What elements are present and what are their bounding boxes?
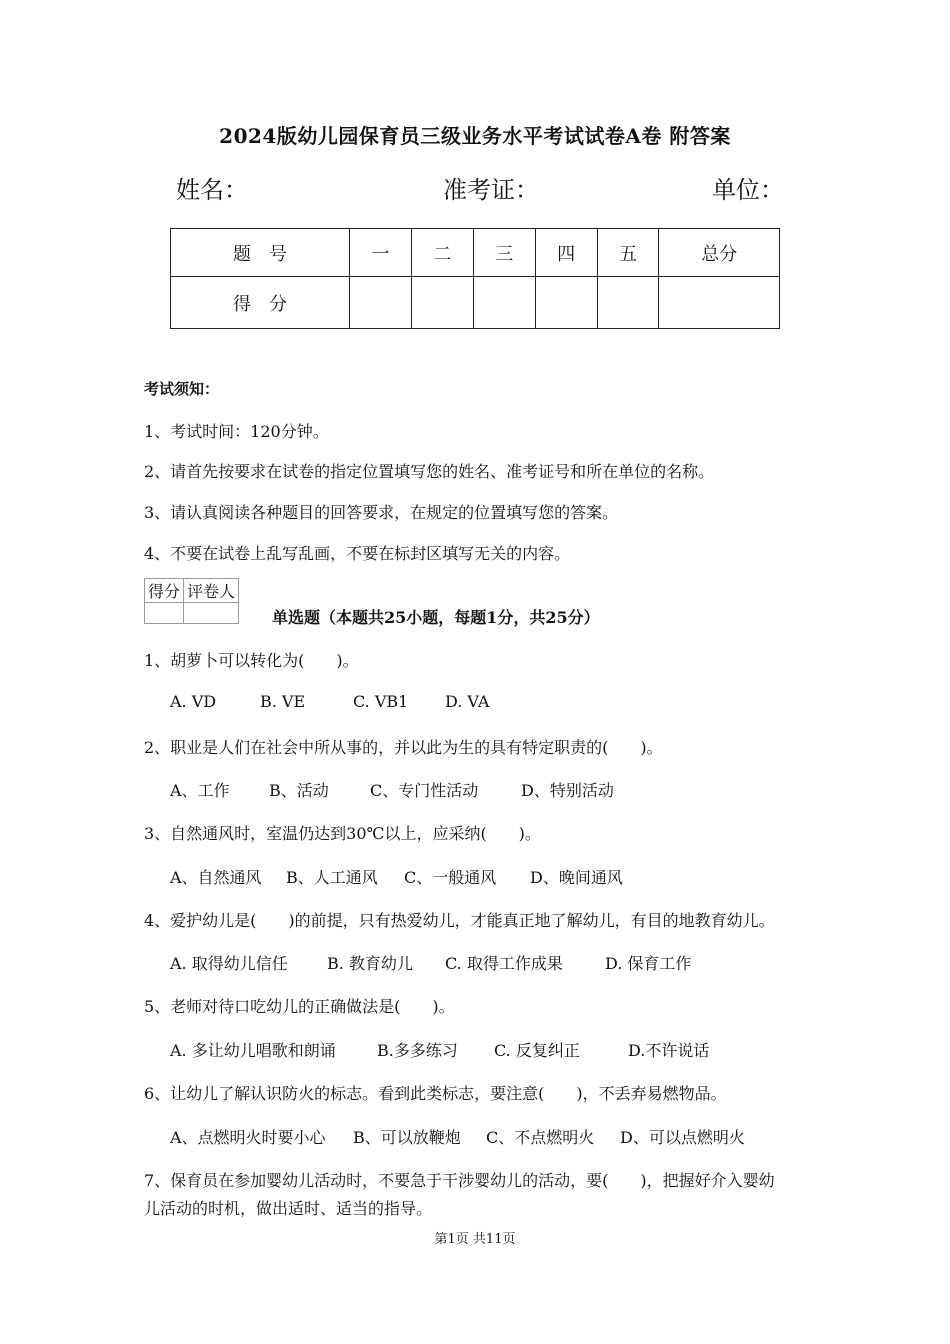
question-options — [170, 692, 489, 711]
score-header-cell: 四 — [535, 229, 597, 277]
question-stem: 6、让幼儿了解认识防火的标志。看到此类标志，要注意( )，不丢弃易燃物品。 — [144, 1084, 727, 1103]
notice-item: 3、请认真阅读各种题目的回答要求，在规定的位置填写您的答案。 — [144, 503, 619, 522]
question-stem: 1、胡萝卜可以转化为( )。 — [144, 651, 359, 670]
unit-label: 单位： — [712, 176, 784, 204]
question-options — [170, 778, 614, 801]
score-cell[interactable] — [411, 277, 473, 329]
notice-item: 4、不要在试卷上乱写乱画，不要在标封区填写无关的内容。 — [144, 544, 571, 563]
grader-reviewer-cell[interactable] — [184, 603, 239, 624]
score-table-score-row — [171, 277, 780, 329]
score-header-cell: 题 号 — [171, 229, 350, 277]
score-header-cell: 五 — [597, 229, 659, 277]
score-cell[interactable] — [535, 277, 597, 329]
option[interactable]: A、工作 — [170, 781, 230, 800]
question-options — [170, 1038, 709, 1061]
score-header-cell: 总分 — [659, 229, 780, 277]
question-options — [170, 865, 623, 888]
score-header-cell: 三 — [473, 229, 535, 277]
question-stem: 3、自然通风时，室温仍达到30℃以上，应采纳( )。 — [144, 824, 541, 843]
score-cell[interactable] — [350, 277, 412, 329]
notice-heading: 考试须知： — [144, 380, 220, 398]
grader-score-label: 得分 — [145, 579, 184, 603]
option[interactable]: D、特别活动 — [521, 781, 614, 800]
option[interactable]: D. 保育工作 — [605, 954, 692, 973]
option[interactable]: B.多多练习 — [377, 1041, 458, 1060]
score-cell[interactable] — [473, 277, 535, 329]
option[interactable]: B、人工通风 — [286, 868, 378, 887]
option[interactable]: C. 反复纠正 — [494, 1041, 580, 1060]
option[interactable]: A. 多让幼儿唱歌和朗诵 — [170, 1041, 336, 1060]
option[interactable]: B. 教育幼儿 — [327, 954, 413, 973]
option[interactable]: D.不许说话 — [628, 1041, 710, 1060]
question-options — [170, 951, 691, 974]
section-title: 单选题（本题共25小题，每题1分，共25分） — [272, 608, 600, 627]
grader-reviewer-label: 评卷人 — [184, 579, 239, 603]
question-stem: 5、老师对待口吃幼儿的正确做法是( )。 — [144, 997, 455, 1016]
option[interactable]: C. 取得工作成果 — [445, 954, 563, 973]
option[interactable]: C、专门性活动 — [370, 781, 479, 800]
option[interactable]: D. VA — [445, 692, 490, 711]
notice-item: 2、请首先按要求在试卷的指定位置填写您的姓名、准考证号和所在单位的名称。 — [144, 462, 715, 481]
option[interactable]: A. VD — [170, 692, 217, 711]
option[interactable]: A、点燃明火时要小心 — [170, 1128, 326, 1147]
score-header-cell: 一 — [350, 229, 412, 277]
exam-id-label: 准考证： — [443, 176, 539, 204]
score-cell[interactable] — [659, 277, 780, 329]
page-title: 2024版幼儿园保育员三级业务水平考试试卷A卷 附答案 — [219, 124, 731, 148]
question-stem: 4、爱护幼儿是( )的前提，只有热爱幼儿，才能真正地了解幼儿，有目的地教育幼儿。 — [144, 911, 775, 930]
option[interactable]: D、可以点燃明火 — [620, 1128, 745, 1147]
name-label: 姓名： — [176, 176, 248, 204]
score-header-cell: 二 — [411, 229, 473, 277]
question-stem: 2、职业是人们在社会中所从事的，并以此为生的具有特定职责的( )。 — [144, 738, 663, 757]
option[interactable]: C、不点燃明火 — [486, 1128, 595, 1147]
option[interactable]: D、晚间通风 — [530, 868, 623, 887]
grader-score-cell[interactable] — [145, 603, 184, 624]
option[interactable]: C. VB1 — [353, 692, 409, 711]
score-row-label: 得 分 — [171, 277, 350, 329]
question-stem: 7、保育员在参加婴幼儿活动时，不要急于干涉婴幼儿的活动，要( )，把握好介入婴幼 — [144, 1171, 775, 1190]
page-footer: 第1页 共11页 — [434, 1232, 516, 1247]
option[interactable]: C、一般通风 — [404, 868, 497, 887]
score-cell[interactable] — [597, 277, 659, 329]
question-options — [170, 1125, 745, 1148]
option[interactable]: B. VE — [260, 692, 306, 711]
question-stem-continued: 儿活动的时机，做出适时、适当的指导。 — [144, 1199, 433, 1218]
option[interactable]: B、活动 — [269, 781, 329, 800]
notice-item: 1、考试时间：120分钟。 — [144, 422, 329, 441]
option[interactable]: A、自然通风 — [170, 868, 262, 887]
score-table-header-row — [171, 229, 780, 277]
grader-box — [144, 578, 239, 624]
option[interactable]: B、可以放鞭炮 — [353, 1128, 461, 1147]
score-table — [170, 228, 780, 329]
option[interactable]: A. 取得幼儿信任 — [170, 954, 288, 973]
